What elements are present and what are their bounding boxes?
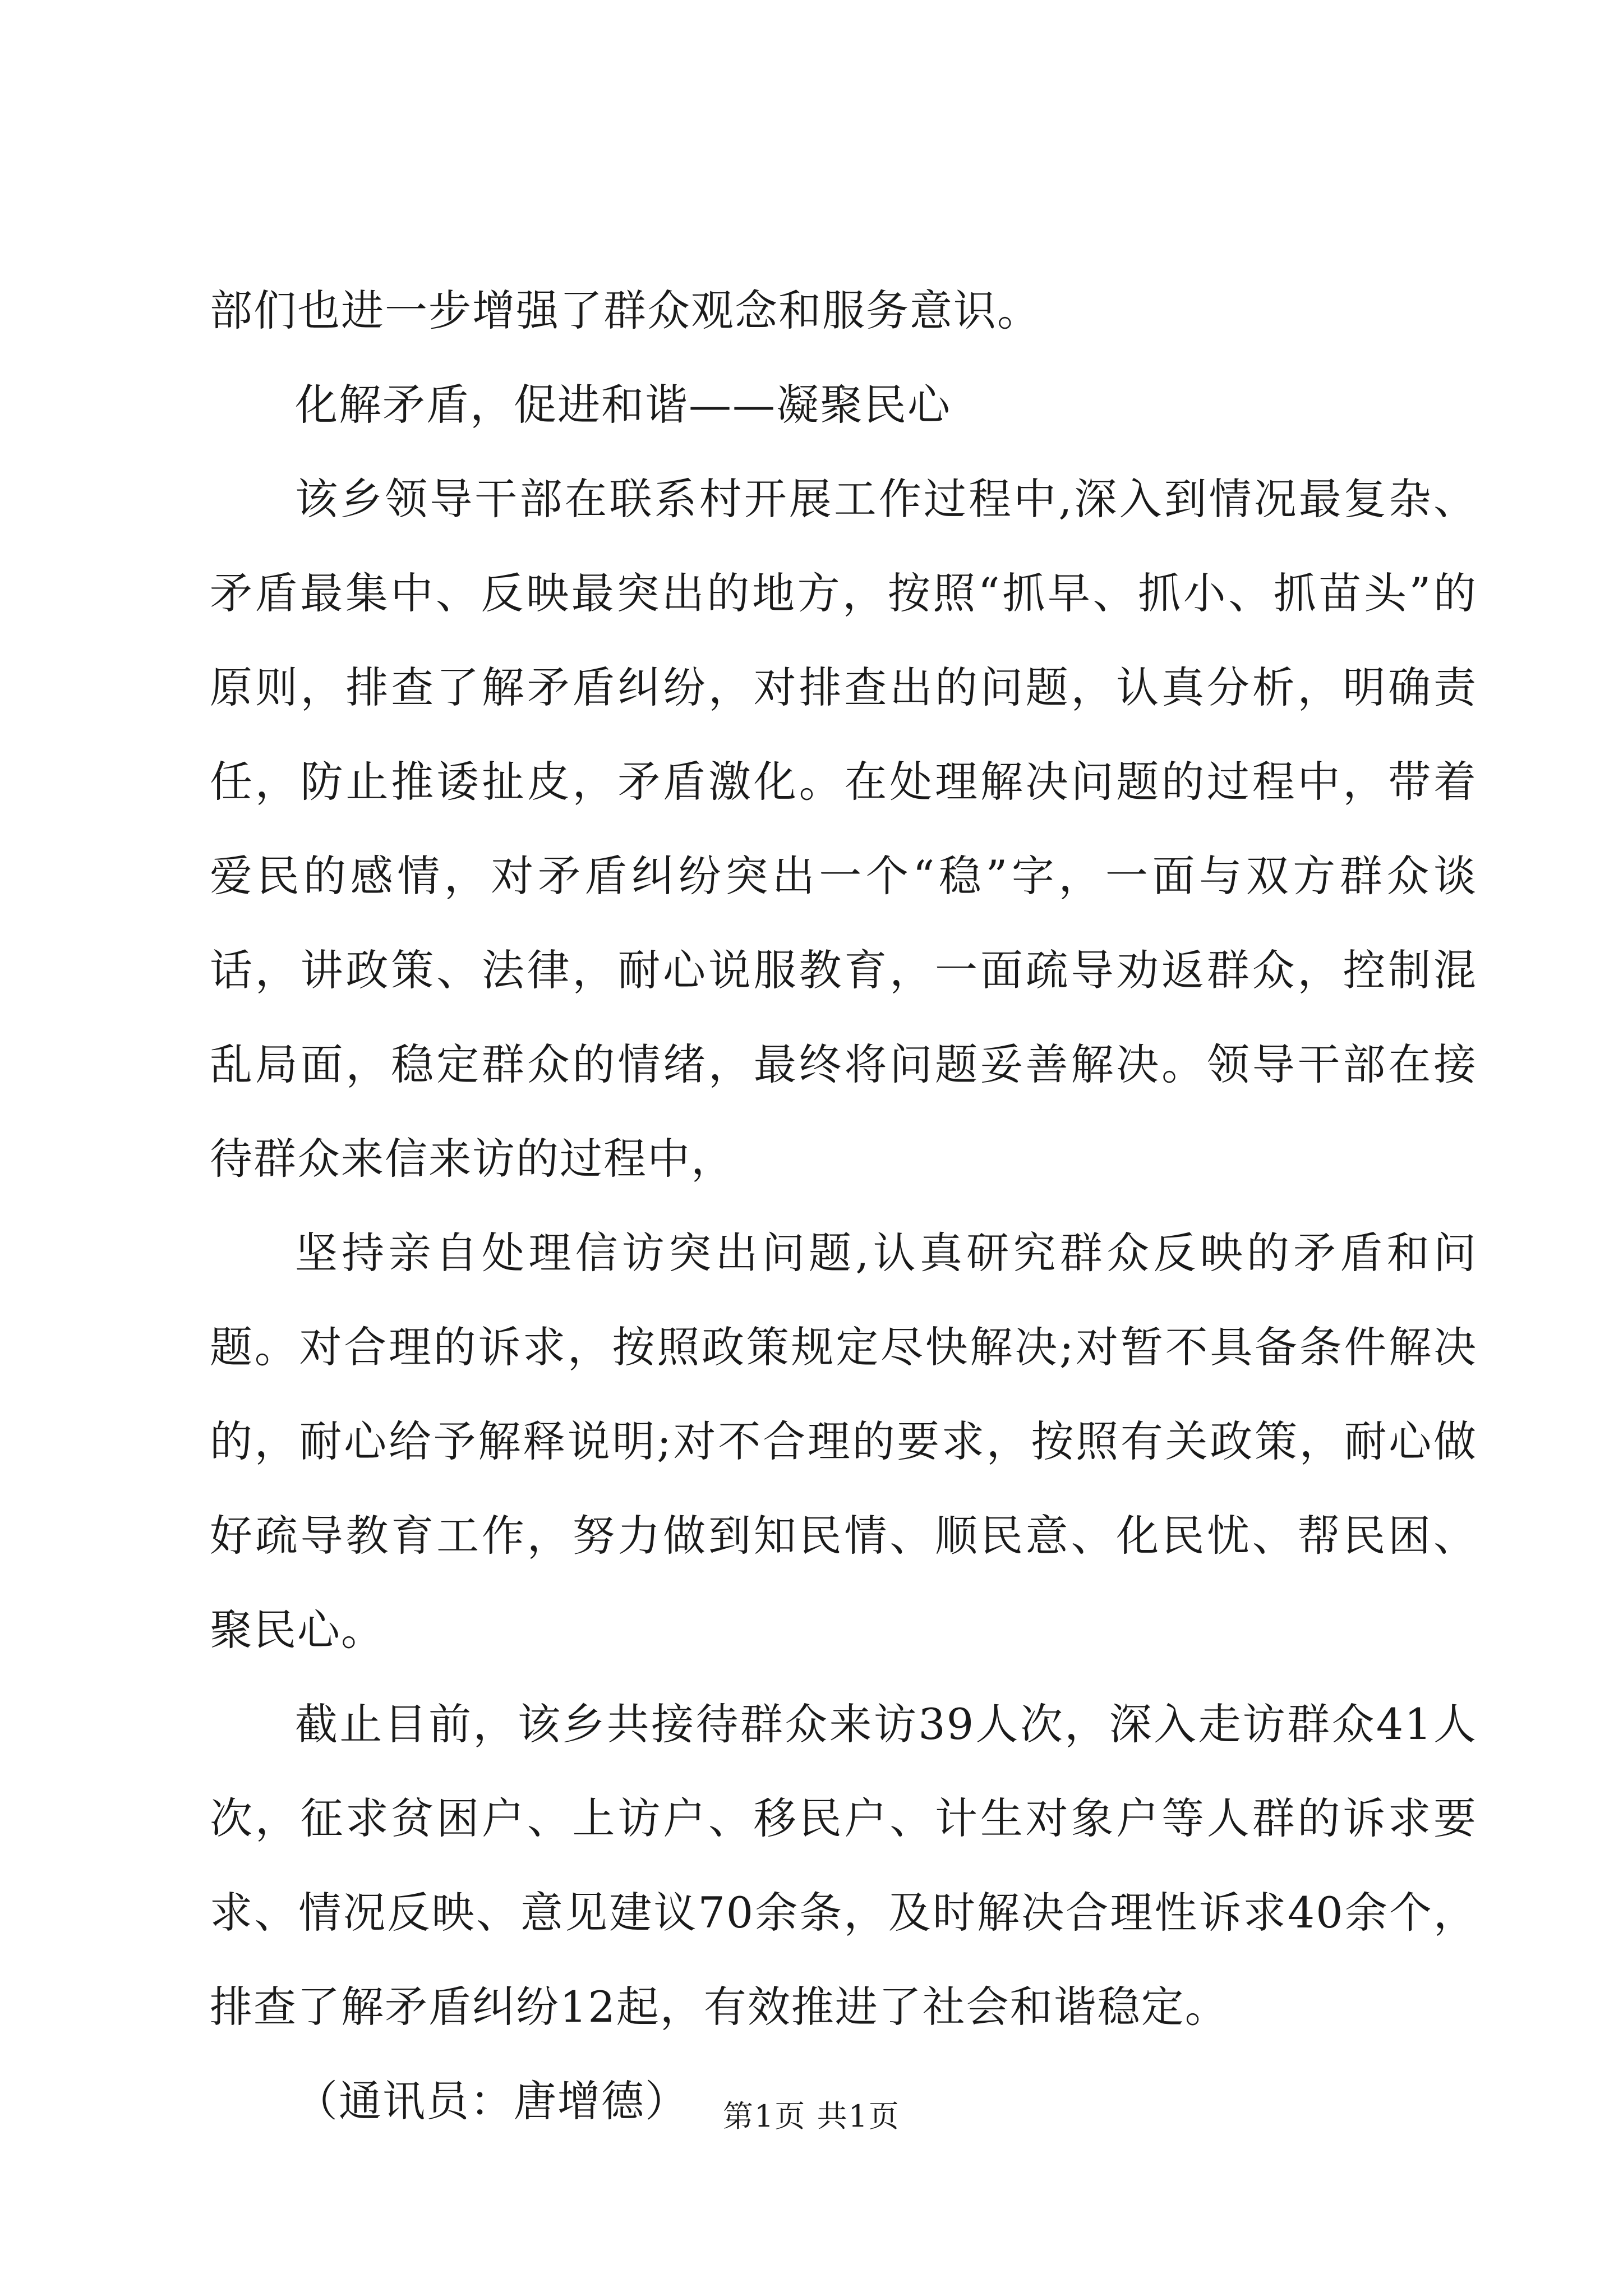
paragraph-continuation: 部们也进一步增强了群众观念和服务意识。 xyxy=(210,286,1041,335)
paragraph-body: 该乡领导干部在联系村开展工作过程中,深入到情况最复杂、矛盾最集中、反映最突出的地方，按照“抓早、抓小、抓苗头”的原则，排查了解矛盾纠纷，对排查出的问题，认真分析，明确责任，防止推诿扯皮，矛盾激化。在处理解决问题的过程中，带着爱民的感情，对矛盾纠纷突出一个“稳”字，一面与双方群众谈话，讲政策、法律，耐心说服教育，一面疏导劝返群众，控制混乱局面，稳定群众的情绪，最终将问题妥善解决。领导干部在接待群众来信来访的过程中， xyxy=(210,474,1477,1184)
article-body xyxy=(210,264,1477,2148)
page-number: 第1页 共1页 xyxy=(723,2099,900,2134)
paragraph-body: 截止目前，该乡共接待群众来访39人次，深入走访群众41人次，征求贫困户、上访户、移民户、计生对象户等人群的诉求要求、情况反映、意见建议70余条，及时解决合理性诉求40余个，排查了解矛盾纠纷12起，有效推进了社会和谐稳定。 xyxy=(210,1699,1477,2032)
page-footer xyxy=(0,2092,1623,2136)
correspondent-signature: （通讯员：唐增德） xyxy=(295,2076,689,2126)
paragraph-body: 坚持亲自处理信访突出问题,认真研究群众反映的矛盾和问题。对合理的诉求，按照政策规定尽快解决;对暂不具备条件解决的，耐心给予解释说明;对不合理的要求，按照有关政策，耐心做好疏导教育工作，努力做到知民情、顺民意、化民忧、帮民困、聚民心。 xyxy=(210,1228,1477,1655)
section-heading: 化解矛盾，促进和谐——凝聚民心 xyxy=(295,380,951,430)
